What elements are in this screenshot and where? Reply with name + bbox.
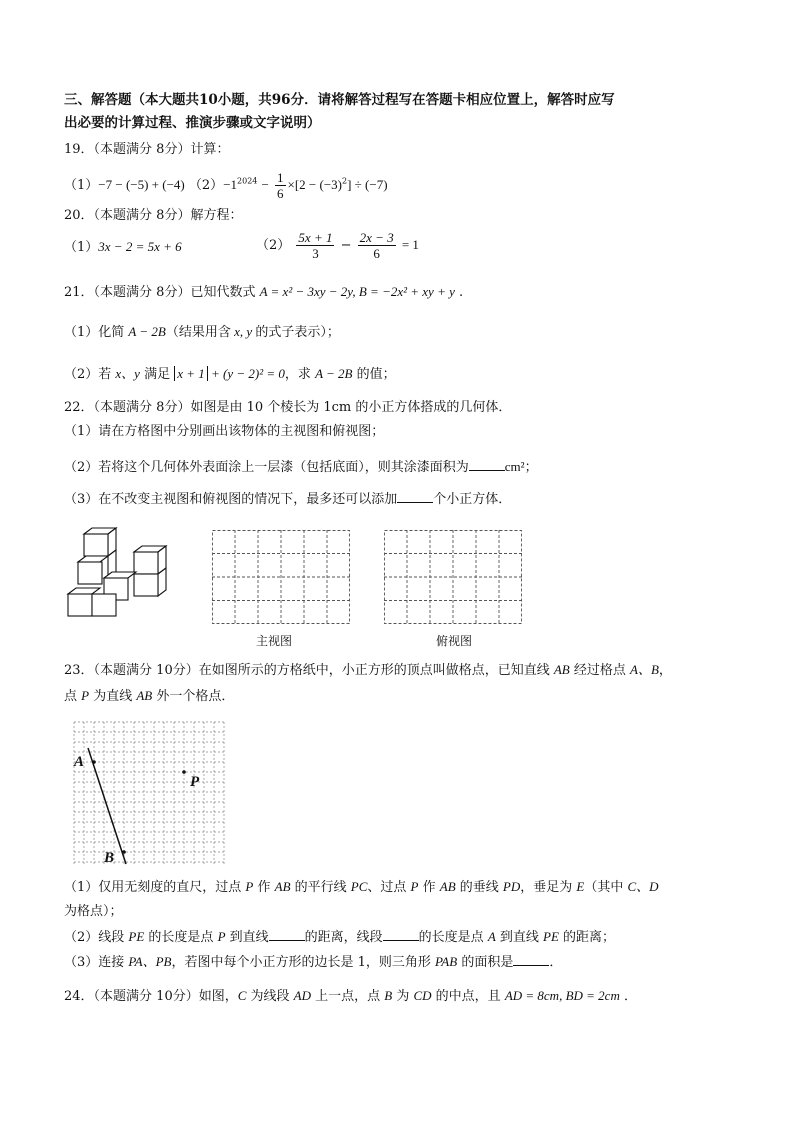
q23-p1-b: 作 (253, 880, 275, 895)
q19-p2-exp: 2024 (237, 176, 258, 186)
q23-p1-c: 的平行线 (290, 880, 351, 895)
q20-frac2-num: 2x − 3 (359, 230, 394, 245)
q23-p1-ab2: AB (439, 879, 456, 894)
q23-p3-blank[interactable] (513, 953, 549, 966)
q22-p3-blank[interactable] (397, 490, 433, 503)
q19-stem: 19．（本题满分 8分）计算： (64, 142, 230, 157)
q23-p1-g: ，垂足为 (520, 880, 577, 895)
q24-stem-c: 上一点，点 (311, 989, 385, 1004)
q23-p2-pe: PE (128, 929, 145, 944)
q23-grid-figure (70, 718, 230, 870)
q23-stem-a: 23．（本题满分 10分）在如图所示的方格纸中，小正方形的顶点叫做格点，已知直线 (64, 663, 554, 678)
q22-p2-text: （2）若将这个几何体外表面涂上一层漆（包括底面），则其涂漆面积为 (64, 460, 469, 475)
q21-p2 (64, 364, 396, 385)
q24-stem-b: 为线段 (246, 989, 294, 1004)
q23-p1-e: 作 (418, 880, 440, 895)
q23-p1-a: （1）仅用无刻度的直尺，过点 (64, 880, 246, 895)
q22-p3 (64, 490, 511, 510)
q23-stem-ab: AB (553, 662, 570, 677)
q23-p2-d: 的距离，线段 (304, 930, 383, 945)
q23-p3-b: ，若图中每个小正方形的边长是 1，则三角形 (171, 955, 436, 970)
q23-label-a: A (74, 754, 85, 770)
q20-p1-label: （1） (64, 240, 99, 255)
q23-p1-p: P (245, 879, 254, 894)
q20-frac1 (296, 230, 334, 261)
q23-p2-a-pt: A (487, 929, 496, 944)
q20-frac2 (358, 230, 396, 261)
q20-p2 (256, 230, 419, 261)
q23-label-b: B (104, 850, 115, 866)
q22-p3-text-a: （3）在不改变主视图和俯视图的情况下，最多还可以添加 (64, 492, 398, 507)
q19-p2-c: ] ÷ (−7) (347, 177, 388, 192)
q23-stem2-b: 为直线 (89, 689, 137, 704)
q23-stem-b: 经过格点 (569, 663, 631, 678)
q23-p3 (64, 952, 562, 973)
q20-stem: 20．（本题满分 8分）解方程： (64, 208, 243, 223)
q23-p1-cd: C、D (627, 879, 659, 894)
q22-caption-top: 俯视图 (436, 634, 473, 648)
q22-p3-text-b: 个小正方体． (433, 492, 512, 507)
q22-p2 (64, 457, 538, 478)
q23-p1-line1 (64, 877, 659, 898)
q23-p1-p2: P (410, 879, 419, 894)
q19-parts (64, 170, 388, 201)
q21-p1-text: （结果用含 (165, 325, 231, 340)
q23-p2-e: 的长度是点 (418, 930, 488, 945)
q23-p1-f: 的垂线 (455, 880, 503, 895)
q24-stem (64, 986, 637, 1007)
q23-stem2-ab: AB (136, 688, 153, 703)
q21-stem-math: A = x² − 3xy − 2y, B = −2x² + xy + y (259, 284, 455, 299)
q23-label-p: P (190, 774, 200, 790)
q23-p1-e-pt: E (576, 879, 585, 894)
q23-stem2-c: 外一个格点． (152, 689, 235, 704)
q22-p2-unit: cm² (504, 459, 525, 474)
q23-stem-pts: A、B (630, 662, 659, 677)
q19-p1-label: （1） (64, 178, 99, 193)
q19-p2-minus: − (261, 177, 269, 192)
q23-stem-line2 (64, 686, 234, 707)
q24-ad: AD (293, 988, 311, 1003)
q23-p3-c: 的面积是 (457, 955, 514, 970)
q21-p2-tail: ，求 (284, 367, 316, 382)
q22-front-view-grid[interactable] (212, 530, 350, 624)
q19-frac (275, 170, 286, 201)
q23-p1-ab: AB (274, 879, 291, 894)
q19-p2-a: −1 (223, 177, 238, 192)
q24-stem-e: 的中点，且 (431, 989, 505, 1004)
q21-p2-vars: x、y (115, 366, 140, 381)
q23-p2-f: 到直线 (495, 930, 544, 945)
q20-p1-expr: 3x − 2 = 5x + 6 (98, 239, 182, 254)
q21-p1-label: （1）化简 (64, 325, 129, 340)
q24-cd: CD (413, 988, 432, 1003)
section-title-line1: 三、解答题（本大题共10小题，共96分．请将解答过程写在答题卡相应位置上，解答时应写 (64, 92, 615, 108)
q23-p3-a: （3）连接 (64, 955, 129, 970)
q23-p2-b: 的长度是点 (144, 930, 218, 945)
q23-p1-pc: PC (350, 879, 368, 894)
q23-stem2-p: P (81, 688, 90, 703)
q21-p2-abs: x + 1 (174, 366, 208, 381)
q22-p1: （1）请在方格图中分别画出该物体的主视图和俯视图； (64, 424, 385, 439)
q21-p2-math: A − 2B (315, 366, 353, 381)
q22-p2-end: ； (524, 460, 538, 475)
q24-stem-a: 24．（本题满分 10分）如图， (64, 989, 238, 1004)
q23-p1-line2: 为格点）； (64, 904, 123, 919)
q21-p2-sq: + (y − 2)² = 0 (207, 366, 285, 381)
q24-b: B (384, 988, 393, 1003)
q23-p2-p: P (217, 929, 226, 944)
q23-stem2-a: 点 (64, 689, 82, 704)
q20-p1 (64, 237, 182, 258)
q21-p2-label: （2）若 (64, 367, 116, 382)
q23-p2-pe2: PE (543, 929, 559, 944)
q23-p1-pd: PD (502, 879, 521, 894)
q20-p2-label: （2） (256, 238, 291, 253)
q20-frac1-den: 3 (312, 246, 319, 261)
q24-cond: AD = 8cm, BD = 2cm (504, 988, 620, 1003)
q19-p2-label: （2） (188, 178, 224, 193)
q21-p1-vars: x, y (230, 324, 256, 339)
q19-frac-num: 1 (277, 170, 284, 185)
q21-p2-text: 满足 (139, 367, 175, 382)
q23-p2-c: 到直线 (225, 930, 269, 945)
q23-p3-end: ． (549, 955, 563, 970)
q24-stem-d: 为 (392, 989, 414, 1004)
q23-stem-c: ， (658, 663, 672, 678)
q23-p1-h: （其中 (584, 880, 628, 895)
q23-p2 (64, 927, 615, 948)
q23-p2-g: 的距离； (558, 930, 616, 945)
q21-p2-end: 的值； (352, 367, 396, 382)
q22-p2-blank[interactable] (469, 458, 505, 471)
q22-top-view-grid[interactable] (384, 530, 522, 624)
q23-stem-line1 (64, 660, 672, 681)
q19-p2-exp2: 2 (342, 176, 348, 186)
q23-point-a (92, 760, 96, 764)
q20-minus: − (340, 238, 352, 253)
q20-eq: = 1 (401, 237, 419, 252)
q23-point-p (182, 770, 186, 774)
q21-p1-tail: 的式子表示）； (255, 325, 340, 340)
q23-p1-d: 、过点 (367, 880, 411, 895)
q20-frac2-den: 6 (373, 246, 380, 261)
q21-p1 (64, 322, 340, 343)
q21-p1-math: A − 2B (128, 324, 166, 339)
q22-stem: 22．（本题满分 8分）如图是由 10 个棱长为 1cm 的小正方体搭成的几何体． (64, 400, 512, 415)
q23-point-b (122, 850, 126, 854)
q19-frac-den: 6 (277, 186, 284, 201)
q21-stem (64, 282, 463, 303)
q23-p2-a: （2）线段 (64, 930, 129, 945)
q19-p1-expr: −7 − (−5) + (−4) (98, 177, 185, 192)
q24-stem-end: ． (619, 989, 637, 1004)
q19-p2-b: ×[2 − (−3) (287, 177, 342, 192)
q22-caption-front: 主视图 (256, 634, 293, 648)
q23-p3-pab: PAB (435, 954, 458, 969)
q21-stem-a: 21．（本题满分 8分）已知代数式 (64, 285, 260, 300)
q23-p2-blank1[interactable] (269, 928, 305, 941)
q22-cube-figure (60, 522, 180, 622)
q24-c: C (237, 988, 247, 1003)
q23-p2-blank2[interactable] (383, 928, 419, 941)
q23-p3-pa: PA、PB (128, 954, 172, 969)
q20-frac1-num: 5x + 1 (298, 230, 333, 245)
section-title-line2: 出必要的计算过程、推演步骤或文字说明） (64, 115, 321, 131)
q21-stem-end: . (454, 285, 464, 300)
